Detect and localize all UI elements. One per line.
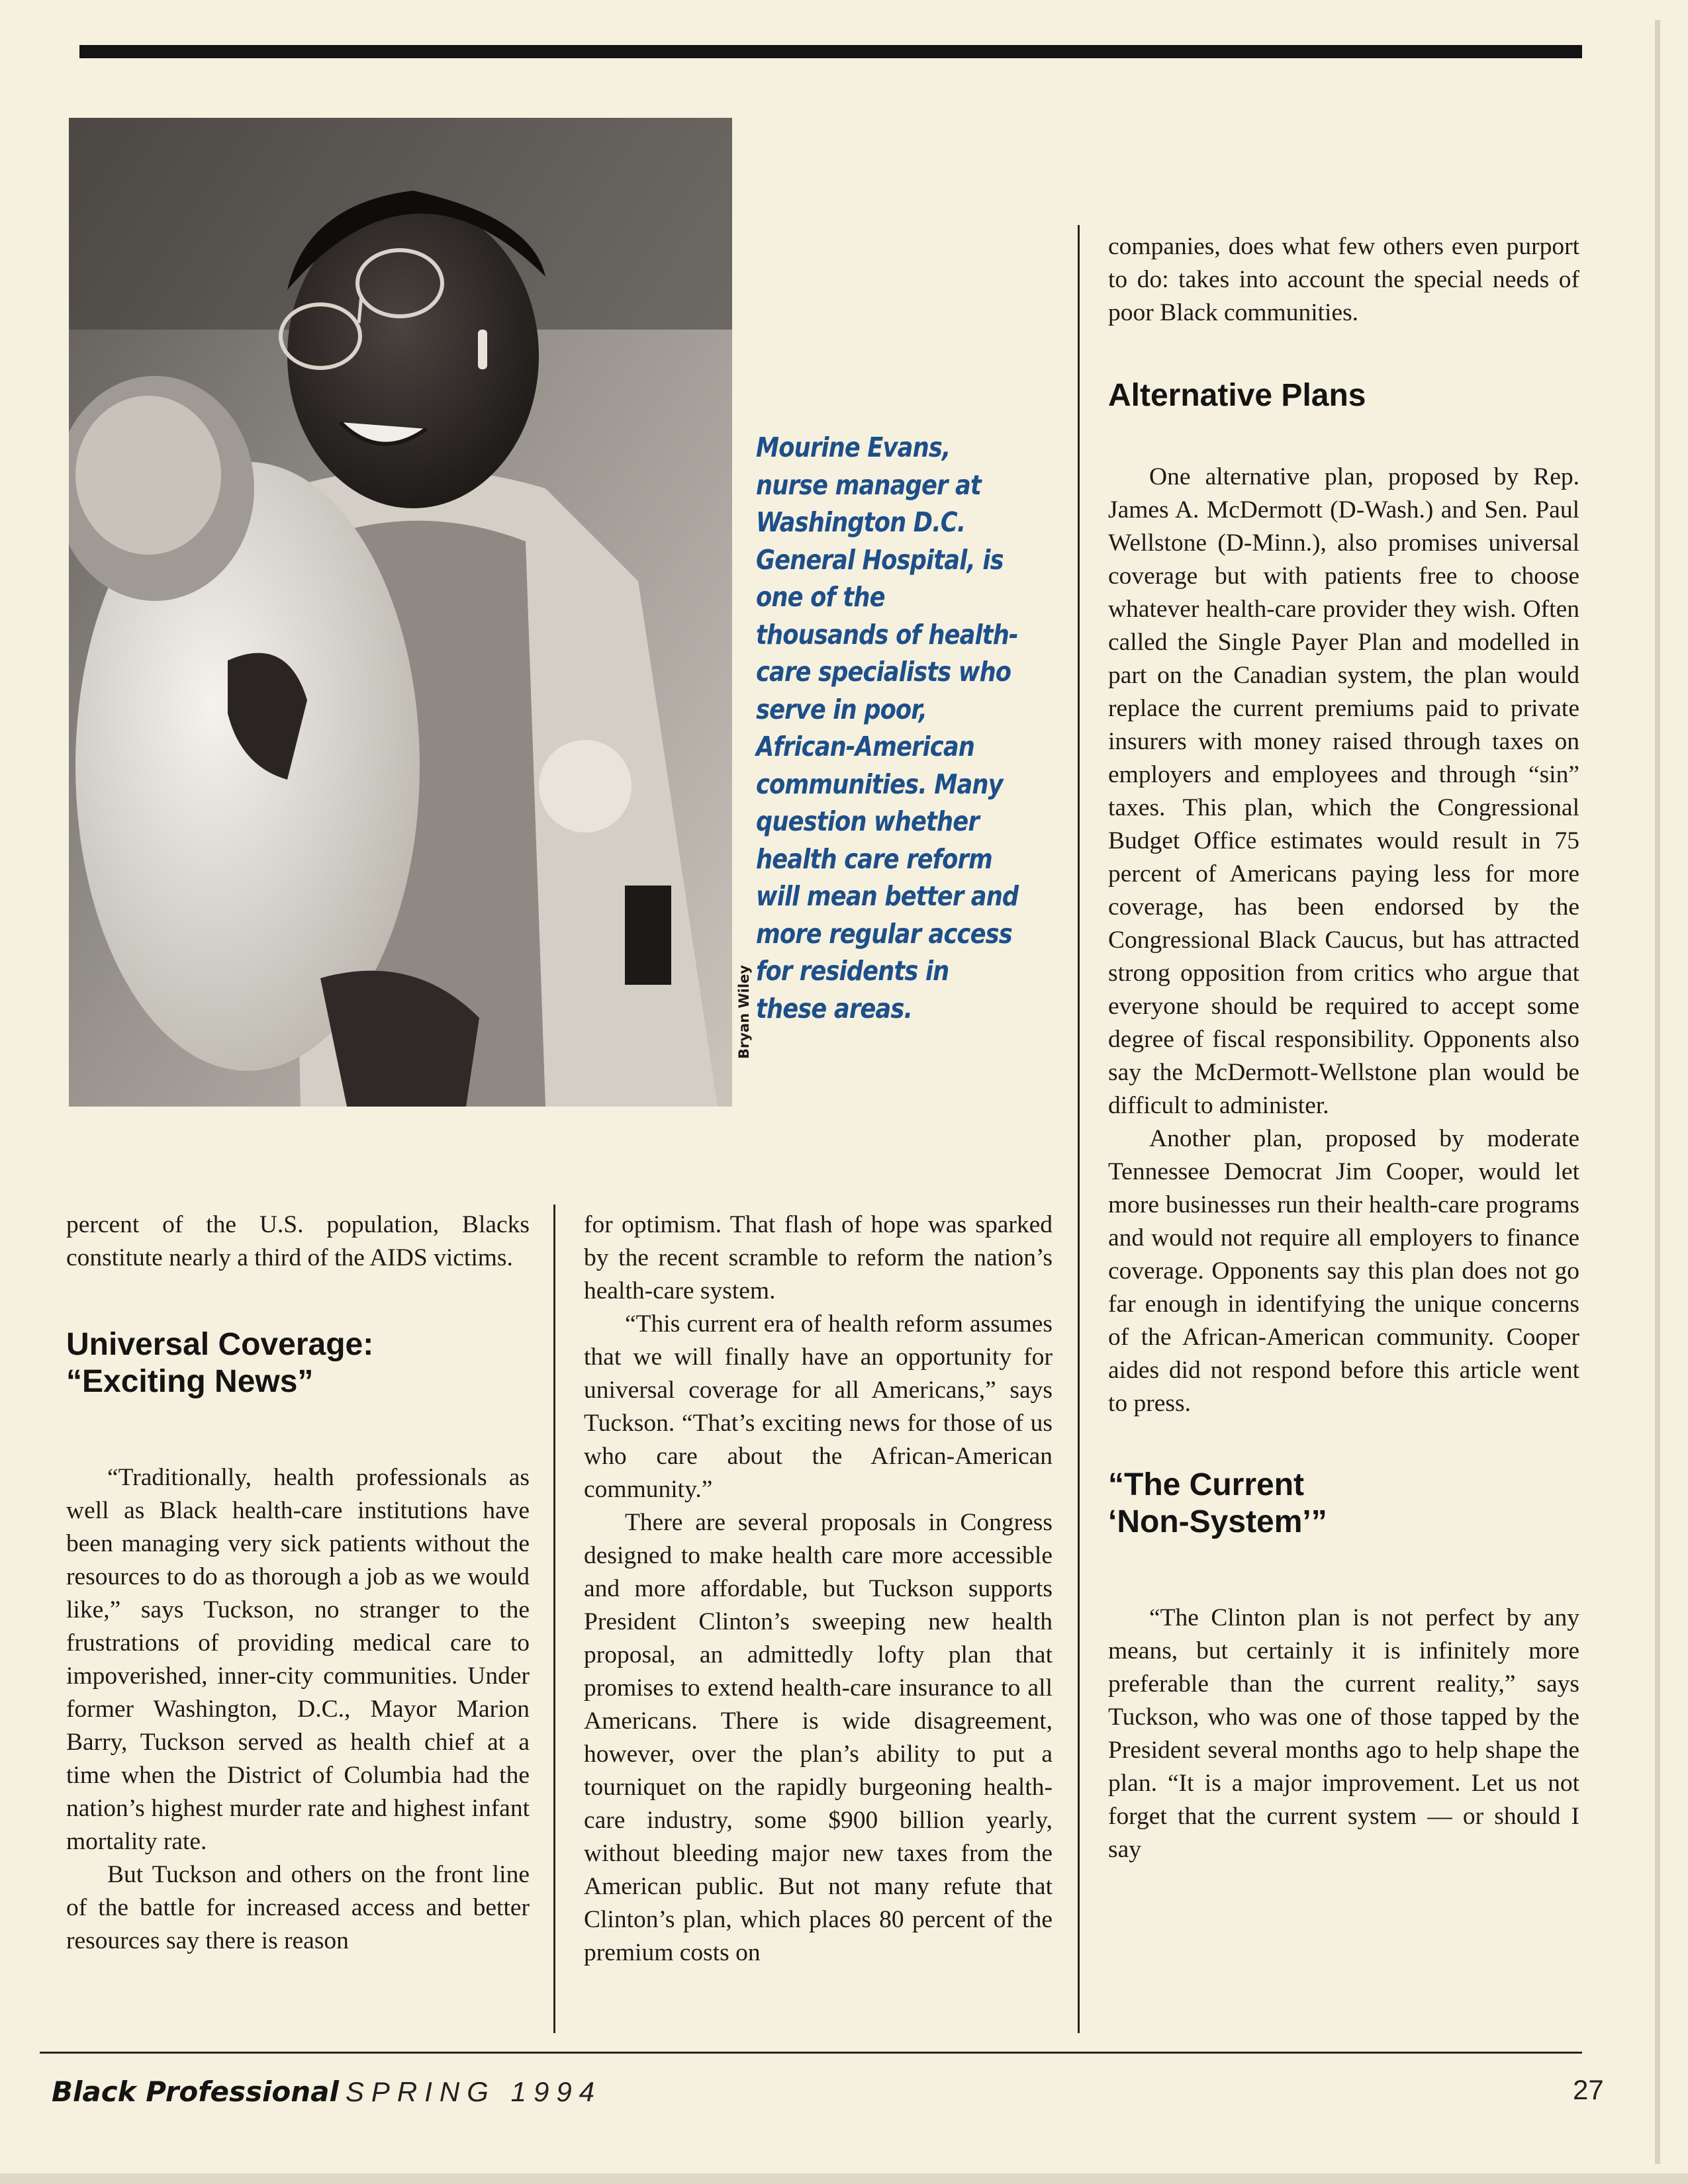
article-column-3 [1108, 230, 1579, 1866]
heading-line: ‘Non-System’” [1108, 1504, 1327, 1539]
photo-caption: Mourine Evans, nurse manager at Washington D.C. General Hospital, is one of the thousands of health-care specialists who serve in poor, African-American communities. Many question whether health care reform will mean better and more regular access for residents in these areas. [756, 432, 1019, 1024]
paragraph: One alternative plan, proposed by Rep. James A. McDermott (D-Wash.) and Sen. Paul Wellstone (D-Minn.), also promises universal coverage but with patients free to choose whatever health-care provider they wish. Often called the Single Payer Plan and modelled in part on the Canadian system, the plan would replace the current premiums paid to private insurers with money raised through taxes on employers and employees and through “sin” taxes. This plan, which the Congressional Budget Office estimates would result in 75 percent of Americans paying less for more coverage, has been endorsed by the Congressional Black Caucus, but has attracted strong opposition from critics who argue that everyone should be required to accept some degree of fiscal responsibility. Opponents also say the McDermott-Wellstone plan would be difficult to administer. [1108, 463, 1579, 1119]
footer-rule [40, 2052, 1582, 2054]
paragraph: Another plan, proposed by moderate Tennessee Democrat Jim Cooper, would let more businesses run their health-care programs and would not require all employers to finance coverage. Opponents say this plan does not go far enough in identifying the unique concerns of the African-American community. Cooper aides did not respond before this article went to press. [1108, 1125, 1579, 1417]
photo-image [69, 118, 732, 1107]
paragraph: “The Clinton plan is not perfect by any means, but certainly it is infinitely more preferable than the current reality,” says Tuckson, who was one of those tapped by the President several months ago to help shape the plan. “It is a major improvement. Let us not forget that the current system — or should I say [1108, 1604, 1579, 1863]
column-rule [1078, 225, 1080, 2033]
paragraph: “This current era of health reform assumes that we will finally have an opportunity for universal coverage for all Americans,” says Tuckson. “That’s exciting news for those of us who care about the African-American community.” [584, 1310, 1053, 1503]
page-number: 27 [1573, 2074, 1604, 2105]
photo [69, 118, 732, 1107]
publication-footer [52, 2075, 602, 2109]
article-column-1 [66, 1208, 530, 1958]
photo-credit: Bryan Wiley [736, 965, 752, 1059]
section-heading: Alternative Plans [1108, 378, 1366, 413]
publication-name: Black Professional [52, 2075, 339, 2108]
heading-line: “The Current [1108, 1467, 1305, 1502]
paragraph: There are several proposals in Congress designed to make health care more accessible and more affordable, but Tuckson supports President Clinton’s sweeping new health proposal, an admittedly lofty plan that promises to extend health-care insurance to all Americans. There is wide disagreement, however, over the plan’s ability to put a tourniquet on the rapidly burgeoning health-care industry, some $900 billion yearly, without bleeding major new taxes from the American public. But not many refute that Clinton’s plan, which places 80 percent of the premium costs on [584, 1509, 1053, 1966]
heading-line: “Exciting News” [66, 1364, 314, 1399]
article-column-2 [584, 1208, 1053, 1970]
page-edge [1655, 20, 1660, 2164]
paragraph: percent of the U.S. population, Blacks constitute nearly a third of the AIDS victims. [66, 1211, 530, 1271]
page-edge-bottom [0, 2173, 1688, 2184]
paragraph: for optimism. That flash of hope was sparked by the recent scramble to reform the nation’s health-care system. [584, 1211, 1053, 1304]
top-rule [79, 45, 1582, 58]
column-rule [553, 1205, 555, 2033]
paragraph: But Tuckson and others on the front line of the battle for increased access and better resources say there is reason [66, 1861, 530, 1954]
section-heading [66, 1326, 530, 1400]
paragraph: “Traditionally, health professionals as well as Black health-care institutions have been managing very sick patients without the resources to do as thorough a job as we would like,” says Tuckson, no stranger to the frustrations of providing medical care to impoverished, inner-city communities. Under former Washington, D.C., Mayor Marion Barry, Tuckson served as health chief at a time when the District of Columbia had the nation’s highest murder rate and highest infant mortality rate. [66, 1464, 530, 1855]
paragraph: companies, does what few others even purport to do: takes into account the special needs of poor Black communities. [1108, 233, 1579, 326]
section-heading [1108, 1467, 1579, 1541]
issue-date: SPRING 1994 [345, 2076, 602, 2107]
heading-line: Universal Coverage: [66, 1327, 374, 1362]
